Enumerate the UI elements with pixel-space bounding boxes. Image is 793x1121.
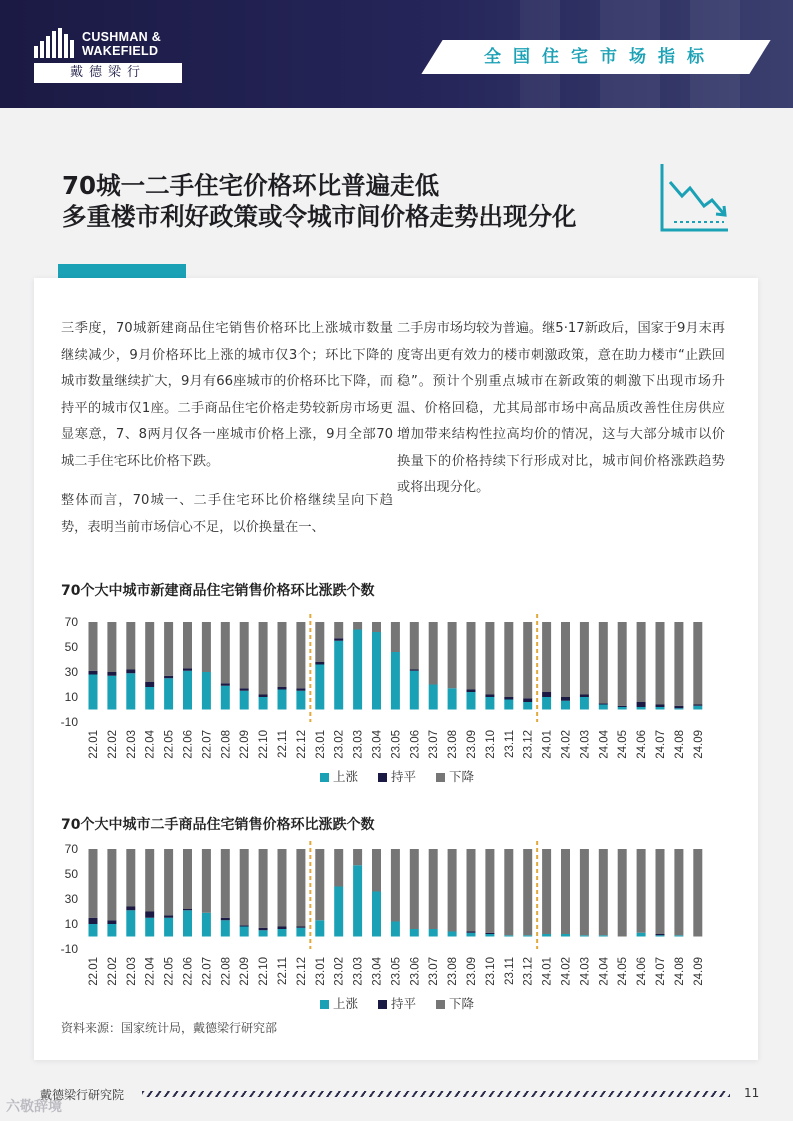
- x-tick-label: 24.05: [617, 730, 630, 759]
- bar-segment: [221, 622, 230, 683]
- bar-segment: [372, 892, 381, 937]
- bar-segment: [561, 934, 570, 937]
- bar-segment: [278, 927, 287, 930]
- bar-segment: [599, 849, 608, 935]
- brand-logo: [34, 28, 184, 84]
- bar-segment: [637, 622, 646, 702]
- paragraph: 二手房市场均较为普遍。继5·17新政后，国家于9月末再度寄出更有效力的楼市刺激政策，意在助力楼市“止跌回稳”。预计个别重点城市在新政策的刺激下出现市场升温、价格回稳，尤其局部市场中高品质改善性住房供应增加带来结构性拉高均价的情况，这与大部分城市以价换量下的价格持续下行形成对比，城市间价格涨跌趋势或将出现分化。: [397, 321, 725, 495]
- bar-segment: [145, 622, 154, 682]
- x-tick-label: 22.07: [201, 957, 214, 986]
- bar-segment: [107, 924, 116, 937]
- bar-segment: [183, 622, 192, 668]
- bar-segment: [259, 622, 268, 695]
- brand-name: CUSHMAN & WAKEFIELD: [82, 30, 162, 58]
- bar-segment: [240, 691, 249, 710]
- bar-segment: [410, 929, 419, 937]
- bar-segment: [353, 849, 362, 865]
- bar-segment: [448, 622, 457, 688]
- page-number: 11: [744, 1086, 760, 1100]
- bar-segment: [580, 697, 589, 710]
- paragraph: 三季度，70城新建商品住宅销售价格环比上涨城市数量继续减少，9月价格环比上涨的城市仅3个；环比下降的城市数量继续扩大，9月有66座城市的价格环比下降，而持平的城市仅1座。二手商品住宅价格走势较新房市场更显寒意，7、8两月仅各一座城市价格上涨，9月全部70城二手住宅环比价格下跌。: [61, 321, 393, 469]
- bar-segment: [164, 918, 173, 937]
- bar-segment: [202, 849, 211, 913]
- bar-segment: [126, 910, 135, 936]
- bar-segment: [202, 622, 211, 672]
- bar-segment: [145, 687, 154, 710]
- bar-segment: [693, 706, 702, 710]
- x-tick-label: 23.07: [428, 957, 441, 986]
- bar-segment: [334, 641, 343, 710]
- x-tick-label: 24.08: [673, 730, 686, 759]
- x-tick-label: 23.10: [484, 730, 497, 759]
- x-tick-label: 23.10: [484, 957, 497, 986]
- x-tick-label: 23.03: [352, 957, 365, 986]
- x-tick-label: 24.04: [598, 730, 611, 759]
- bar-segment: [353, 865, 362, 936]
- bar-segment: [278, 929, 287, 937]
- x-tick-label: 22.10: [258, 957, 271, 986]
- x-tick-label: 22.11: [277, 730, 289, 758]
- bar-segment: [334, 622, 343, 638]
- bar-segment: [89, 924, 98, 937]
- x-tick-label: 23.06: [409, 957, 422, 986]
- bar-segment: [637, 707, 646, 710]
- bar-segment: [504, 622, 513, 697]
- bar-segment: [89, 849, 98, 918]
- bar-segment: [221, 918, 230, 921]
- bar-segment: [674, 849, 683, 935]
- bar-segment: [693, 849, 702, 937]
- bar-segment: [485, 695, 494, 698]
- page-title: [62, 170, 577, 232]
- x-tick-label: 23.12: [522, 730, 535, 759]
- paragraph: 整体而言，70城一、二手住宅环比价格继续呈向下趋势，表明当前市场信心不足，以价换量在一、: [61, 493, 393, 535]
- bar-segment: [618, 707, 627, 710]
- x-tick-label: 24.01: [541, 957, 554, 986]
- bar-segment: [656, 934, 665, 935]
- bar-segment: [221, 849, 230, 918]
- chart-legend: [320, 767, 490, 785]
- x-tick-label: 24.06: [636, 957, 649, 986]
- title-line-2: 多重楼市利好政策或令城市间价格走势出现分化: [62, 202, 577, 231]
- source-note: 资料来源：国家统计局，戴德梁行研究部: [61, 1021, 278, 1035]
- bar-segment: [145, 849, 154, 912]
- text-column-left: [61, 316, 393, 541]
- bar-segment: [183, 849, 192, 909]
- chart-legend: [320, 994, 490, 1012]
- legend-item-up: 上涨: [320, 994, 358, 1012]
- bar-segment: [448, 849, 457, 932]
- bar-segment: [523, 849, 532, 935]
- bar-segment: [656, 705, 665, 708]
- bar-segment: [693, 705, 702, 706]
- bar-segment: [126, 907, 135, 911]
- x-tick-label: 22.11: [277, 957, 289, 985]
- x-tick-label: 22.09: [239, 957, 252, 986]
- bar-segment: [410, 671, 419, 710]
- x-tick-label: 23.01: [314, 957, 327, 986]
- bar-segment: [599, 622, 608, 703]
- bar-segment: [107, 672, 116, 676]
- x-tick-label: 24.08: [673, 957, 686, 986]
- bar-segment: [467, 692, 476, 710]
- bar-segment: [467, 849, 476, 932]
- bar-segment: [580, 622, 589, 695]
- bar-segment: [221, 686, 230, 710]
- x-tick-label: 24.05: [617, 957, 630, 986]
- x-tick-label: 23.04: [371, 957, 384, 986]
- new-homes-price-chart: [34, 608, 758, 788]
- bar-segment: [504, 935, 513, 936]
- bar-segment: [296, 622, 305, 688]
- bar-segment: [467, 690, 476, 693]
- x-tick-label: 22.02: [106, 730, 119, 759]
- bar-segment: [240, 688, 249, 691]
- bar-segment: [523, 935, 532, 936]
- bar-segment: [183, 668, 192, 671]
- y-tick-label: 50: [64, 640, 78, 654]
- bar-segment: [145, 682, 154, 687]
- x-tick-label: 22.08: [220, 730, 233, 759]
- bar-segment: [372, 622, 381, 632]
- accent-tab: [58, 264, 186, 278]
- y-tick-label: 50: [64, 867, 78, 881]
- bar-segment: [259, 930, 268, 936]
- x-tick-label: 23.11: [503, 957, 516, 985]
- bar-segment: [183, 910, 192, 936]
- bar-segment: [334, 887, 343, 937]
- footer-label: 戴德梁行研究院: [40, 1088, 125, 1102]
- x-tick-label: 23.05: [390, 730, 403, 759]
- x-tick-label: 23.09: [466, 957, 478, 986]
- bar-segment: [542, 934, 551, 937]
- bar-segment: [542, 697, 551, 710]
- bar-segment: [504, 700, 513, 710]
- bar-segment: [391, 849, 400, 922]
- bar-segment: [334, 849, 343, 887]
- brand-name-cn: 戴德梁行: [34, 63, 182, 83]
- bar-segment: [410, 670, 419, 671]
- bar-segment: [164, 678, 173, 709]
- x-tick-label: 23.02: [333, 730, 346, 759]
- x-tick-label: 23.08: [447, 957, 460, 986]
- bar-segment: [618, 849, 627, 937]
- bar-segment: [410, 849, 419, 929]
- bar-segment: [315, 622, 324, 662]
- bar-segment: [448, 688, 457, 709]
- chart-title-new-homes: 70个大中城市新建商品住宅销售价格环比涨跌个数: [61, 583, 375, 599]
- bar-segment: [618, 622, 627, 706]
- bar-segment: [485, 934, 494, 937]
- page-header: [0, 0, 793, 108]
- bar-segment: [674, 622, 683, 706]
- bar-segment: [429, 685, 438, 710]
- y-tick-label: -10: [60, 715, 78, 729]
- y-tick-label: 30: [64, 665, 78, 679]
- bar-segment: [164, 622, 173, 676]
- x-tick-label: 22.12: [295, 957, 308, 986]
- bar-segment: [674, 935, 683, 936]
- bar-segment: [656, 622, 665, 705]
- bar-segment: [485, 697, 494, 710]
- bar-segment: [240, 622, 249, 688]
- bar-segment: [467, 933, 476, 937]
- bar-segment: [221, 920, 230, 936]
- watermark: 六敬辞境: [6, 1099, 62, 1115]
- bar-segment: [278, 849, 287, 927]
- bar-segment: [202, 913, 211, 937]
- bar-segment: [240, 925, 249, 926]
- x-tick-label: 24.02: [560, 957, 573, 986]
- bar-segment: [296, 688, 305, 691]
- x-tick-label: 24.03: [579, 730, 592, 759]
- bar-segment: [391, 922, 400, 937]
- bar-segment: [296, 928, 305, 937]
- bar-segment: [107, 849, 116, 920]
- bar-segment: [183, 671, 192, 710]
- bar-segment: [89, 671, 98, 675]
- second-hand-price-chart: [34, 835, 758, 1015]
- bar-segment: [296, 691, 305, 710]
- bar-segment: [107, 622, 116, 672]
- bar-segment: [485, 933, 494, 934]
- bar-segment: [164, 849, 173, 915]
- bar-segment: [89, 918, 98, 924]
- y-tick-label: 10: [64, 917, 78, 931]
- x-tick-label: 23.08: [447, 730, 460, 759]
- bar-segment: [107, 920, 116, 924]
- bar-segment: [278, 687, 287, 690]
- text-column-right: [397, 316, 725, 502]
- bar-segment: [561, 622, 570, 697]
- bar-segment: [448, 932, 457, 937]
- logo-bars-icon: [34, 28, 78, 58]
- bar-segment: [467, 932, 476, 933]
- bar-segment: [353, 630, 362, 710]
- y-tick-label: -10: [60, 942, 78, 956]
- bar-segment: [221, 683, 230, 686]
- bar-segment: [429, 929, 438, 937]
- x-tick-label: 22.02: [106, 957, 119, 986]
- x-tick-label: 22.12: [295, 730, 308, 759]
- x-tick-label: 22.08: [220, 957, 233, 986]
- bar-segment: [315, 920, 324, 936]
- bar-segment: [467, 622, 476, 690]
- bar-segment: [674, 706, 683, 709]
- x-tick-label: 22.01: [88, 957, 100, 986]
- bar-segment: [126, 849, 135, 907]
- x-tick-label: 24.02: [560, 730, 573, 759]
- bar-segment: [126, 673, 135, 709]
- bar-segment: [429, 622, 438, 685]
- bar-segment: [523, 702, 532, 710]
- x-tick-label: 24.03: [579, 957, 592, 986]
- bar-segment: [561, 701, 570, 710]
- x-tick-label: 22.01: [88, 730, 100, 759]
- bar-segment: [391, 652, 400, 710]
- bar-segment: [107, 676, 116, 710]
- bar-segment: [164, 676, 173, 679]
- x-tick-label: 22.06: [182, 957, 195, 986]
- x-tick-label: 24.01: [541, 730, 554, 759]
- bar-segment: [259, 849, 268, 928]
- bar-segment: [637, 849, 646, 933]
- bar-segment: [485, 622, 494, 695]
- bar-segment: [315, 662, 324, 665]
- bar-segment: [334, 638, 343, 641]
- bar-segment: [637, 702, 646, 707]
- bar-segment: [561, 697, 570, 701]
- y-tick-label: 30: [64, 892, 78, 906]
- bar-segment: [353, 622, 362, 630]
- bar-segment: [278, 690, 287, 710]
- bar-segment: [674, 708, 683, 709]
- content-card: [34, 278, 758, 1060]
- bar-segment: [580, 849, 589, 935]
- x-tick-label: 23.05: [390, 957, 403, 986]
- bar-segment: [504, 697, 513, 700]
- bar-segment: [580, 935, 589, 936]
- bar-segment: [145, 918, 154, 937]
- x-tick-label: 22.05: [163, 730, 176, 759]
- declining-chart-icon: [656, 160, 732, 234]
- x-tick-label: 24.07: [655, 957, 667, 986]
- bar-segment: [599, 705, 608, 710]
- bar-segment: [145, 912, 154, 918]
- bar-segment: [240, 849, 249, 925]
- bar-segment: [485, 849, 494, 933]
- x-tick-label: 24.06: [636, 730, 649, 759]
- bar-segment: [599, 935, 608, 936]
- bar-segment: [523, 698, 532, 702]
- x-tick-label: 22.10: [258, 730, 271, 759]
- bar-segment: [126, 622, 135, 670]
- bar-segment: [523, 622, 532, 698]
- x-tick-label: 22.06: [182, 730, 195, 759]
- bar-segment: [89, 675, 98, 710]
- x-tick-label: 22.04: [144, 957, 157, 986]
- legend-item-flat: 持平: [378, 767, 416, 785]
- bar-segment: [561, 849, 570, 934]
- bar-segment: [656, 935, 665, 936]
- legend-item-down: 下降: [436, 767, 474, 785]
- bar-segment: [259, 695, 268, 698]
- bar-segment: [410, 622, 419, 670]
- bar-segment: [278, 622, 287, 687]
- y-tick-label: 10: [64, 690, 78, 704]
- bar-segment: [372, 632, 381, 710]
- x-tick-label: 23.11: [503, 730, 516, 758]
- bar-segment: [164, 915, 173, 918]
- x-tick-label: 23.12: [522, 957, 535, 986]
- bar-segment: [656, 707, 665, 710]
- x-tick-label: 23.06: [409, 730, 422, 759]
- x-tick-label: 22.07: [201, 730, 214, 759]
- x-tick-label: 24.07: [655, 730, 667, 759]
- section-label: 全国住宅市场指标: [484, 47, 716, 67]
- x-tick-label: 23.09: [466, 730, 478, 759]
- bar-segment: [391, 622, 400, 652]
- chart-title-second-hand: 70个大中城市二手商品住宅销售价格环比涨跌个数: [61, 817, 375, 833]
- bar-segment: [504, 849, 513, 935]
- footer-divider: [142, 1091, 730, 1097]
- bar-segment: [126, 670, 135, 674]
- x-tick-label: 23.07: [428, 730, 441, 759]
- bar-segment: [542, 849, 551, 934]
- bar-segment: [240, 927, 249, 937]
- bar-segment: [656, 849, 665, 934]
- x-tick-label: 22.03: [125, 730, 138, 759]
- bar-segment: [296, 927, 305, 928]
- bar-segment: [89, 622, 98, 671]
- x-tick-label: 22.05: [163, 957, 176, 986]
- x-tick-label: 23.03: [352, 730, 365, 759]
- bar-segment: [693, 622, 702, 705]
- bar-segment: [315, 665, 324, 710]
- bar-segment: [296, 849, 305, 927]
- title-line-1: 70城一二手住宅价格环比普遍走低: [62, 171, 440, 200]
- x-tick-label: 24.09: [692, 957, 705, 986]
- bar-segment: [542, 622, 551, 692]
- x-tick-label: 22.04: [144, 730, 157, 759]
- bar-segment: [580, 695, 589, 698]
- x-tick-label: 22.09: [239, 730, 252, 759]
- bar-segment: [259, 928, 268, 931]
- bar-segment: [429, 849, 438, 929]
- bar-segment: [259, 697, 268, 710]
- y-tick-label: 70: [64, 842, 78, 856]
- x-tick-label: 23.02: [333, 957, 346, 986]
- x-tick-label: 23.01: [314, 730, 327, 759]
- x-tick-label: 22.03: [125, 957, 138, 986]
- x-tick-label: 24.04: [598, 957, 611, 986]
- bar-segment: [618, 706, 627, 707]
- x-tick-label: 24.09: [692, 730, 705, 759]
- bar-segment: [599, 703, 608, 704]
- bar-segment: [637, 933, 646, 937]
- bar-segment: [542, 692, 551, 697]
- bar-segment: [202, 672, 211, 710]
- x-tick-label: 23.04: [371, 730, 384, 759]
- y-tick-label: 70: [64, 615, 78, 629]
- bar-segment: [372, 849, 381, 892]
- legend-item-flat: 持平: [378, 994, 416, 1012]
- bar-segment: [183, 909, 192, 910]
- bar-segment: [315, 849, 324, 920]
- legend-item-up: 上涨: [320, 767, 358, 785]
- legend-item-down: 下降: [436, 994, 474, 1012]
